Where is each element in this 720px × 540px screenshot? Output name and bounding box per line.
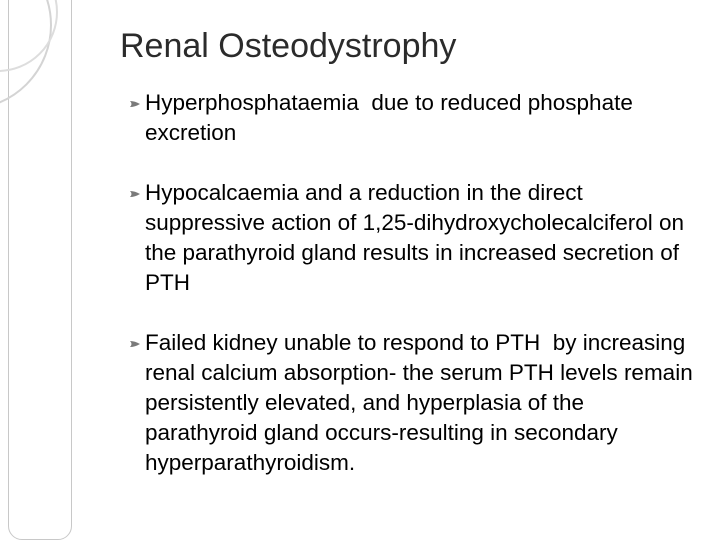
bullet-list xyxy=(124,88,699,478)
slide-title: Renal Osteodystrophy xyxy=(120,27,457,65)
bullet-text: Failed kidney unable to respond to PTH by increasing renal calcium absorption- the serum PTH levels remain persistently elevated, and hyperplasia of the parathyroid gland occurs-resulting in secondary hyperparathyroidism. xyxy=(145,330,699,475)
bullet-text: Hyperphosphataemia due to reduced phosphate excretion xyxy=(145,90,640,145)
bullet-item xyxy=(124,88,699,148)
bullet-icon xyxy=(129,188,141,200)
bullet-text: Hypocalcaemia and a reduction in the direct suppressive action of 1,25-dihydroxycholecalciferol on the parathyroid gland results in increased secretion of PTH xyxy=(145,180,691,295)
bullet-item xyxy=(124,178,699,298)
bullet-item xyxy=(124,328,699,478)
bullet-icon xyxy=(129,338,141,350)
bullet-icon xyxy=(129,98,141,110)
